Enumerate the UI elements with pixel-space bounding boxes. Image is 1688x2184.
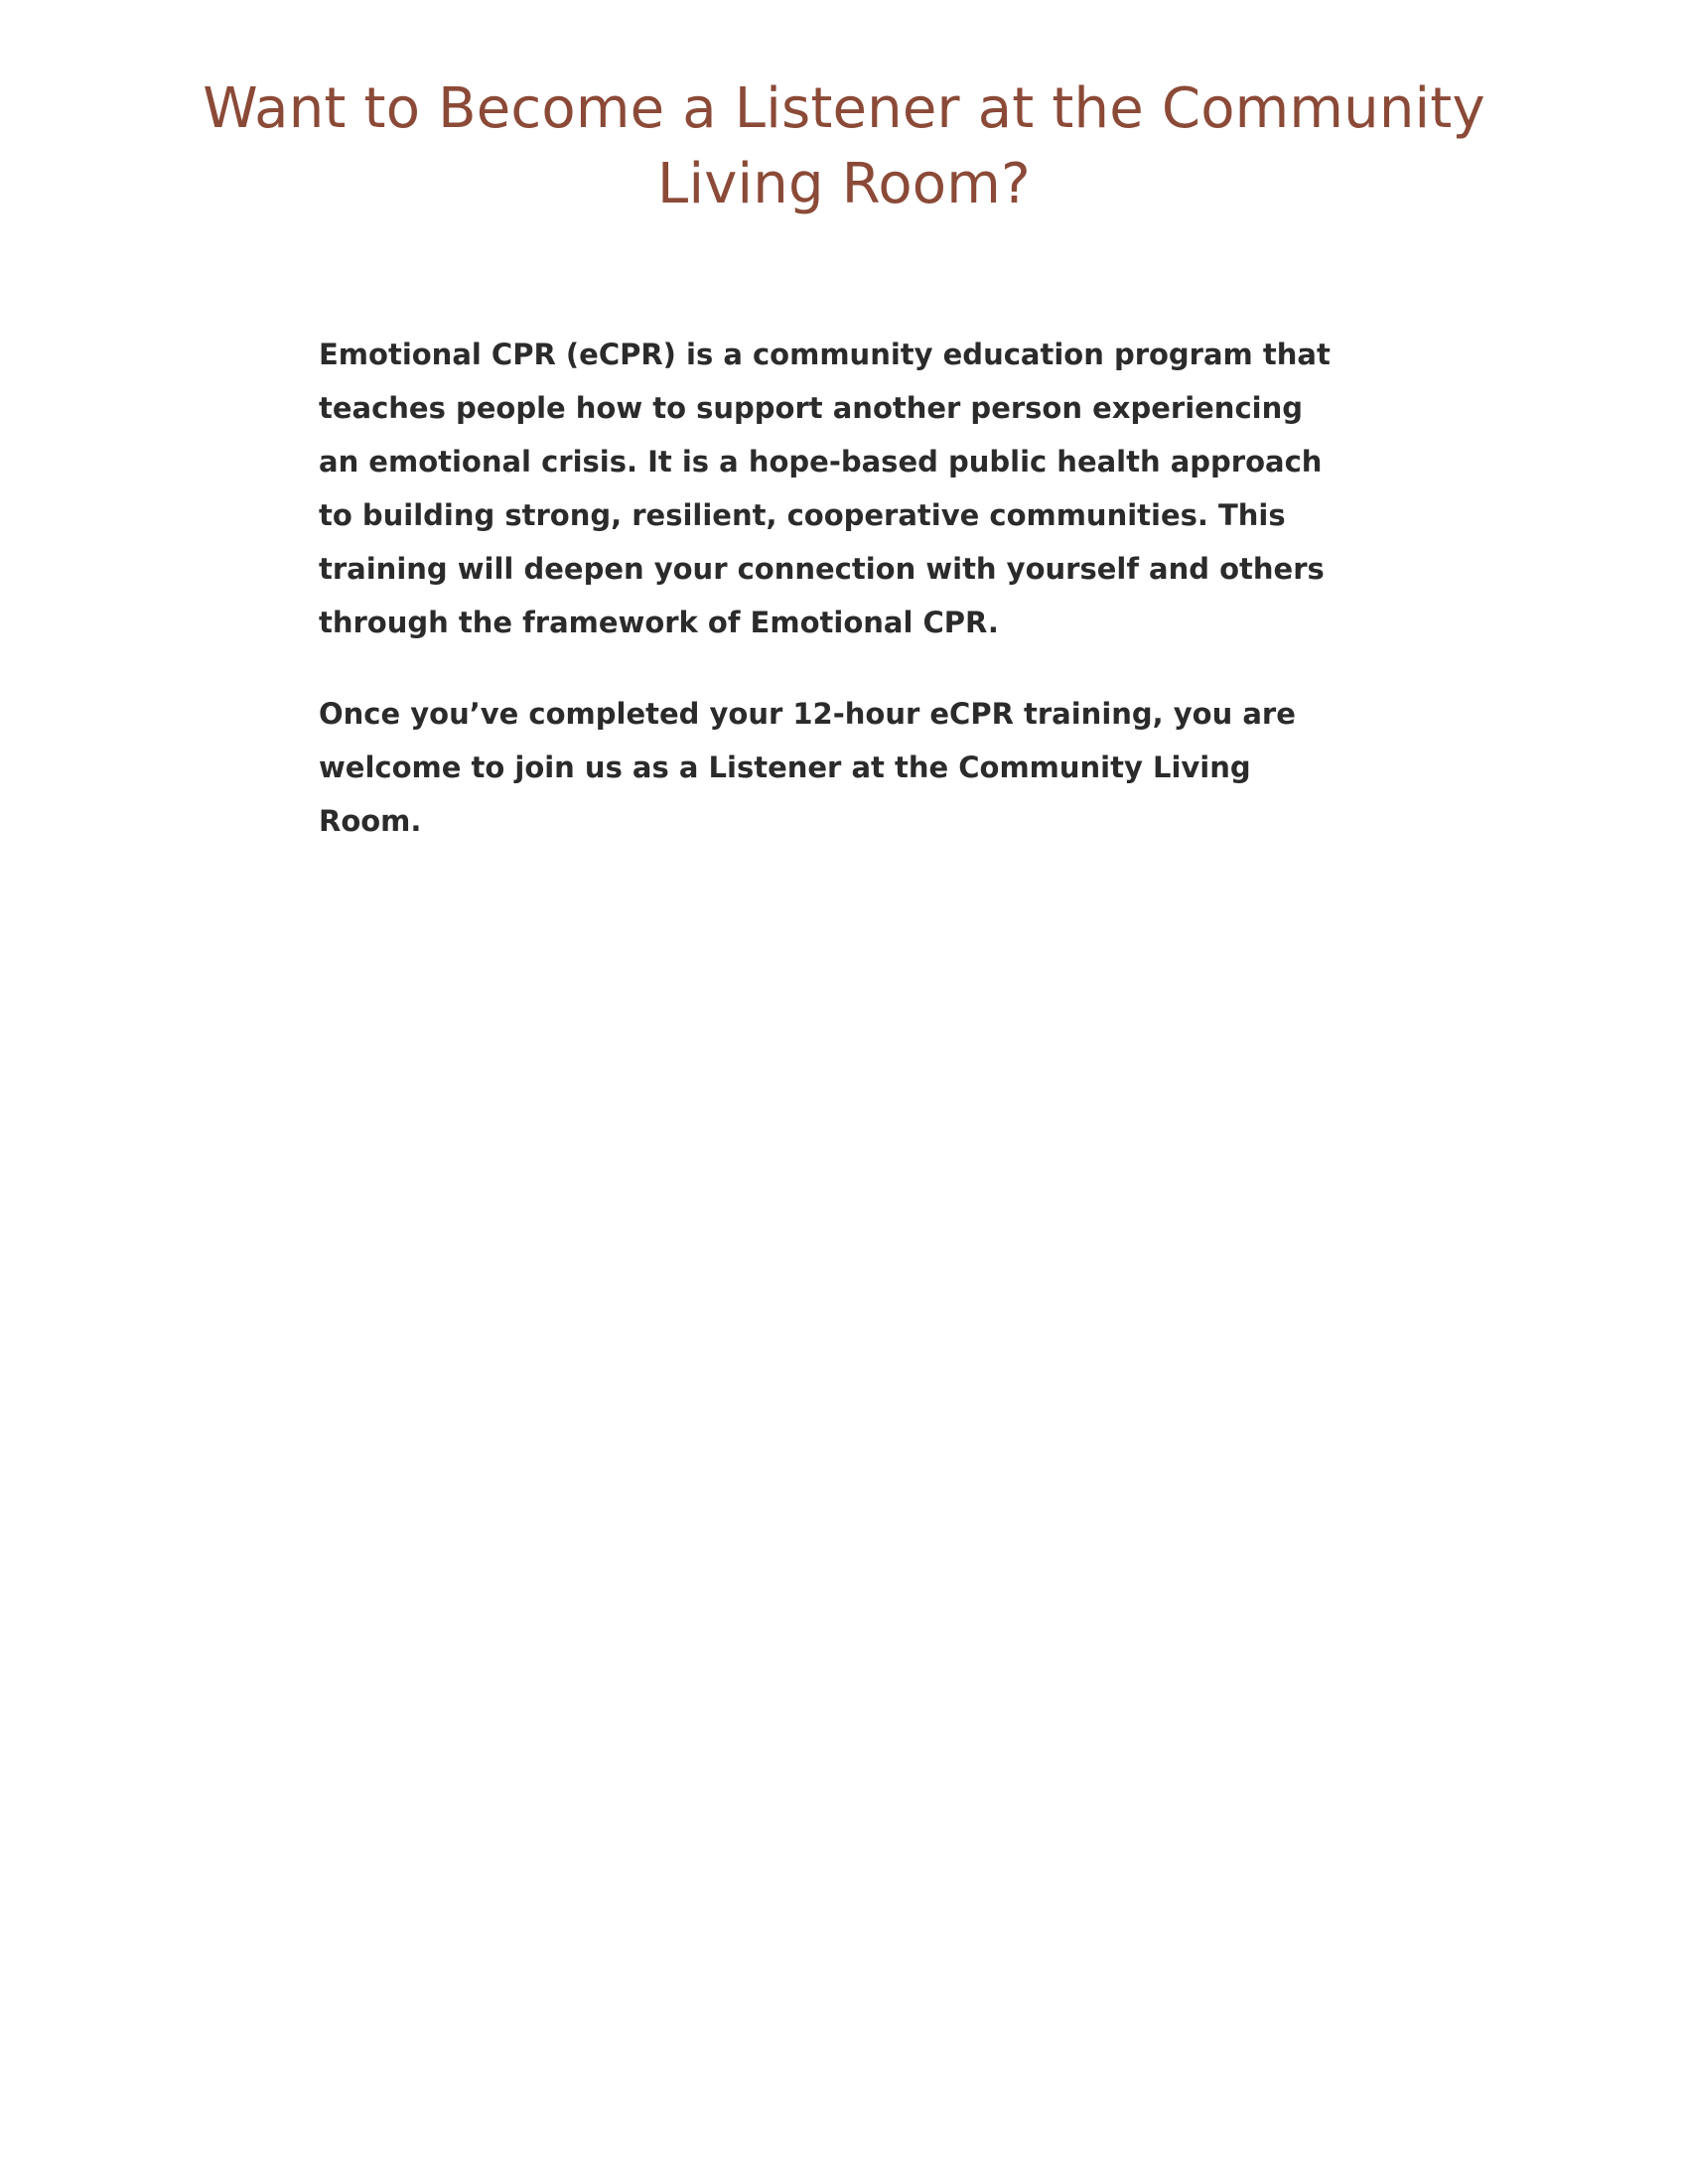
body-text: [319, 328, 1341, 848]
paragraph-ecpr-intro: Emotional CPR (eCPR) is a community education program that teaches people how to support another person experiencing an emotional crisis. It is a hope-based public health approach to building strong, resilient, cooperative communities. This training will deepen your connection with yourself and others through the framework of Emotional CPR.: [319, 338, 1331, 639]
page-title: Want to Become a Listener at the Community Living Room?: [203, 76, 1485, 216]
paragraph-listener-invite: Once you’ve completed your 12-hour eCPR training, you are welcome to join us as a Listener at the Community Living Room.: [319, 697, 1296, 838]
